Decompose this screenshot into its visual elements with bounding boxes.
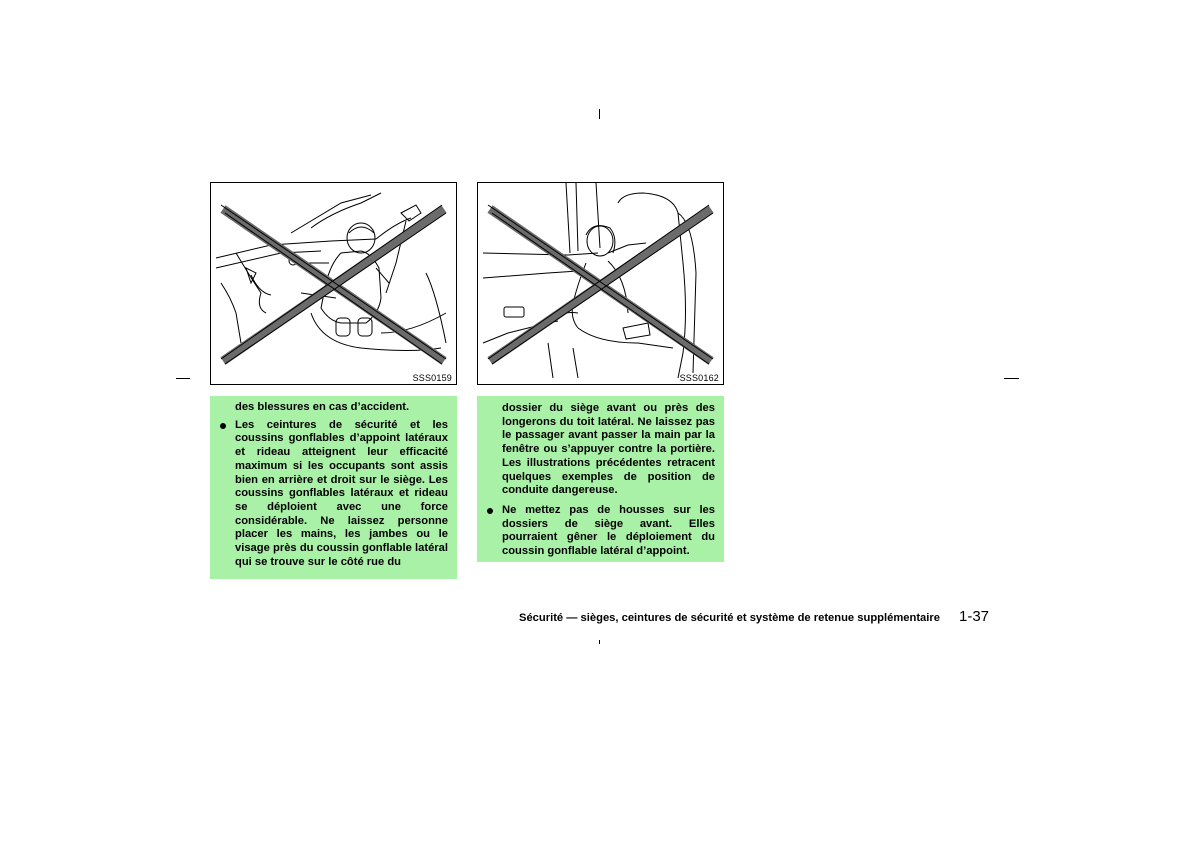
bullet-dot: [220, 423, 226, 429]
crop-mark-bottom: [599, 640, 600, 644]
bullet-text: Ne mettez pas de housses sur les dossiers de siège avant. Elles pourraient gêner le déploiement du coussin gonflable latéral d’appoint.: [502, 503, 715, 558]
figure-code: SSS0159: [412, 373, 452, 383]
text-block-left: [210, 396, 457, 579]
section-title: Sécurité — sièges, ceintures de sécurité et système de retenue supplémentaire: [519, 612, 940, 624]
page-number: 1-37: [959, 608, 990, 625]
bullet-item: [486, 504, 715, 559]
crop-mark-right: [1004, 378, 1019, 379]
intro-text: des blessures en cas d’accident.: [235, 401, 410, 413]
crop-mark-top: [599, 109, 600, 119]
bullet-item: [219, 419, 448, 570]
bullet-dot: [487, 508, 493, 514]
text-block-right: [477, 396, 724, 562]
bullet-text: Les ceintures de sécurité et les coussins gonflables d’appoint latéraux et rideau atteignent leur efficacité maximum si les occupants sont assis bien en arrière et droit sur le siège. Les coussins gonflables latéraux et rideau se déploient avec une force considérable. Ne laissez personne placer les mains, les jambes ou le visage près du coussin gonflable latéral qui se trouve sur le côté rue du: [235, 418, 448, 568]
figure-code: SSS0162: [679, 373, 719, 383]
crop-mark-left: [176, 378, 190, 379]
intro-text: dossier du siège avant ou près des longerons du toit latéral. Ne laissez pas le passager avant passer la main par la fenêtre ou s’appuyer contre la portière. Les illustrations précédentes retracent quelques exemples de position de conduite dangereuse.: [502, 402, 715, 497]
figure-child-front-seat: [210, 182, 457, 385]
illustration-child-near-airbag: [211, 183, 457, 385]
figure-woman-leaning-door: [477, 182, 724, 385]
illustration-passenger-leaning-door: [478, 183, 724, 385]
